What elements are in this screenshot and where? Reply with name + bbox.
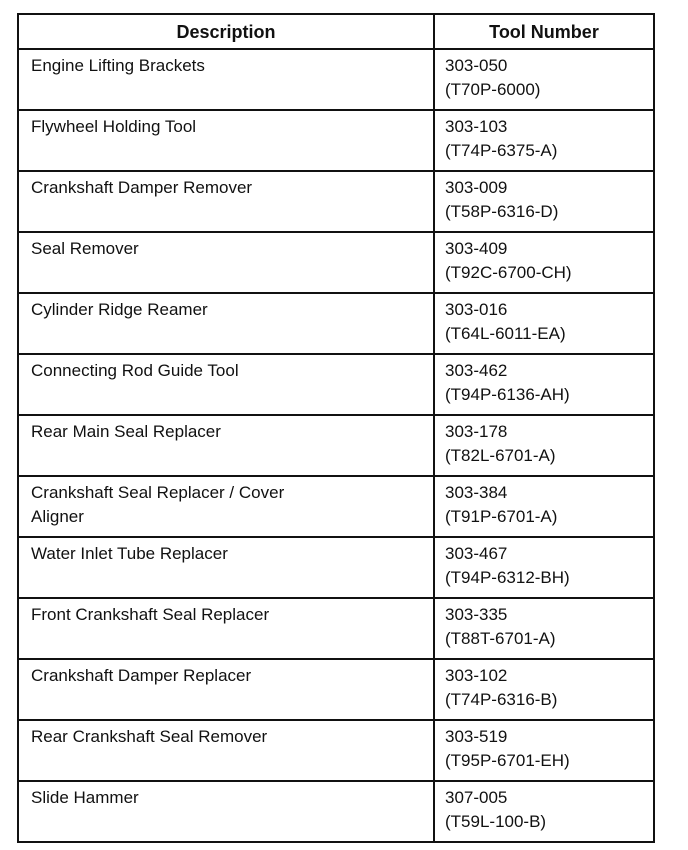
tool-number: 303-335 (445, 605, 508, 624)
legacy-tool-number: (T64L-6011-EA) (445, 324, 566, 343)
legacy-tool-number: (T82L-6701-A) (445, 446, 556, 465)
description-cell (18, 354, 434, 415)
description-cell (18, 720, 434, 781)
table-row (18, 537, 654, 598)
description-text: Slide Hammer (31, 788, 139, 807)
description-text: Flywheel Holding Tool (31, 117, 197, 136)
description-text-line2: Aligner (31, 507, 84, 526)
table-row (18, 598, 654, 659)
tool-number: 303-409 (445, 239, 508, 258)
table-row (18, 659, 654, 720)
tool-number: 303-103 (445, 117, 508, 136)
tool-number: 303-467 (445, 544, 508, 563)
tool-number: 303-462 (445, 361, 508, 380)
description-text: Water Inlet Tube Replacer (31, 544, 228, 563)
description-text: Front Crankshaft Seal Replacer (31, 605, 270, 624)
table-row (18, 293, 654, 354)
legacy-tool-number: (T70P-6000) (445, 80, 541, 99)
legacy-tool-number: (T91P-6701-A) (445, 507, 558, 526)
tool-number-cell (434, 171, 654, 232)
description-cell (18, 659, 434, 720)
description-text: Engine Lifting Brackets (31, 56, 205, 75)
description-cell (18, 171, 434, 232)
tool-number: 303-050 (445, 56, 508, 75)
tool-number: 303-009 (445, 178, 508, 197)
description-cell (18, 781, 434, 842)
header-description: Description (18, 14, 434, 49)
description-text: Rear Crankshaft Seal Remover (31, 727, 268, 746)
tool-number-cell (434, 659, 654, 720)
table-header (18, 14, 654, 49)
tool-number-cell (434, 476, 654, 537)
legacy-tool-number: (T74P-6316-B) (445, 690, 558, 709)
tool-number-cell (434, 293, 654, 354)
tool-number: 303-016 (445, 300, 508, 319)
tool-number-cell (434, 415, 654, 476)
description-text: Rear Main Seal Replacer (31, 422, 221, 441)
table-row (18, 476, 654, 537)
description-cell (18, 598, 434, 659)
legacy-tool-number: (T92C-6700-CH) (445, 263, 572, 282)
tool-number: 303-384 (445, 483, 508, 502)
tool-number: 303-102 (445, 666, 508, 685)
description-text: Crankshaft Damper Replacer (31, 666, 252, 685)
tool-number-cell (434, 354, 654, 415)
legacy-tool-number: (T94P-6136-AH) (445, 385, 570, 404)
description-cell (18, 110, 434, 171)
table-row (18, 415, 654, 476)
table-row (18, 781, 654, 842)
tool-number: 303-519 (445, 727, 508, 746)
description-cell (18, 293, 434, 354)
header-tool-number: Tool Number (434, 14, 654, 49)
tool-number: 303-178 (445, 422, 508, 441)
table-row (18, 49, 654, 110)
tool-number-cell (434, 598, 654, 659)
description-text: Connecting Rod Guide Tool (31, 361, 239, 380)
tool-number-cell (434, 720, 654, 781)
table-row (18, 171, 654, 232)
description-text: Seal Remover (31, 239, 139, 258)
table-body (18, 49, 654, 842)
table-row (18, 232, 654, 293)
table-row (18, 720, 654, 781)
description-cell (18, 232, 434, 293)
tool-number-cell (434, 781, 654, 842)
description-cell (18, 537, 434, 598)
description-text: Cylinder Ridge Reamer (31, 300, 208, 319)
tool-number-cell (434, 110, 654, 171)
description-cell (18, 49, 434, 110)
legacy-tool-number: (T95P-6701-EH) (445, 751, 570, 770)
legacy-tool-number: (T88T-6701-A) (445, 629, 556, 648)
legacy-tool-number: (T74P-6375-A) (445, 141, 558, 160)
header-row (18, 14, 654, 49)
description-cell (18, 415, 434, 476)
description-text: Crankshaft Damper Remover (31, 178, 253, 197)
tool-number-cell (434, 49, 654, 110)
table-row (18, 110, 654, 171)
legacy-tool-number: (T94P-6312-BH) (445, 568, 570, 587)
tool-number: 307-005 (445, 788, 508, 807)
description-text: Crankshaft Seal Replacer / Cover (31, 483, 285, 502)
tool-number-cell (434, 537, 654, 598)
legacy-tool-number: (T59L-100-B) (445, 812, 547, 831)
legacy-tool-number: (T58P-6316-D) (445, 202, 559, 221)
tool-number-cell (434, 232, 654, 293)
description-cell (18, 476, 434, 537)
table-row (18, 354, 654, 415)
special-tools-table (17, 13, 655, 843)
